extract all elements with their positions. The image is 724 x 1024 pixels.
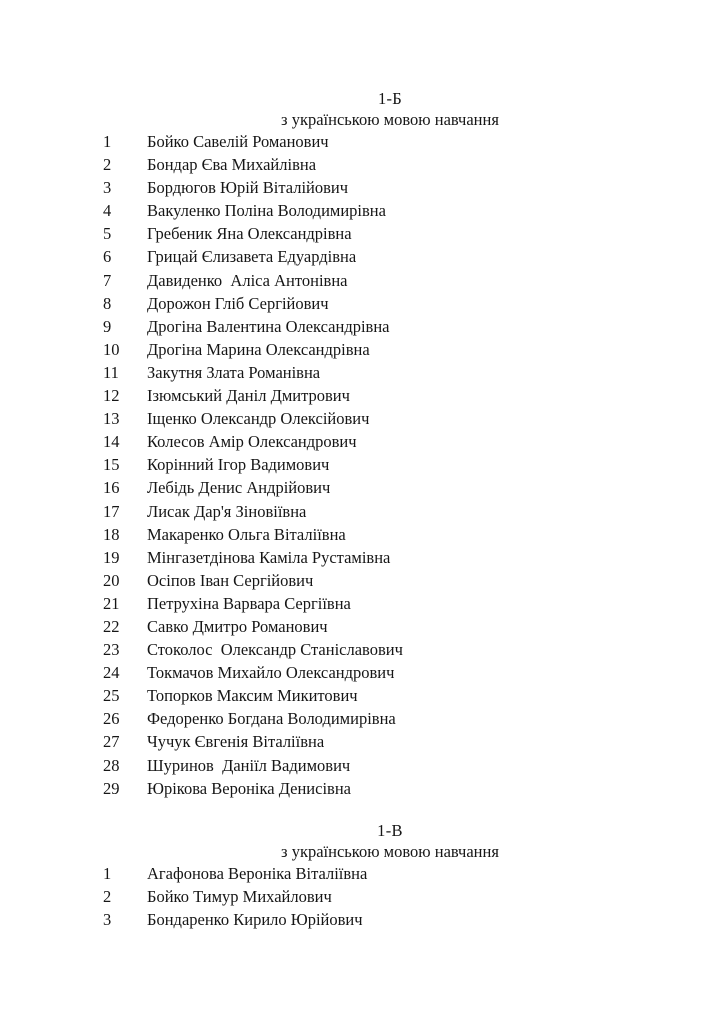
row-number: 27 <box>103 732 120 752</box>
row-number: 20 <box>103 570 120 590</box>
roster-row <box>103 245 724 268</box>
roster-row <box>103 476 724 499</box>
roster-row <box>103 430 724 453</box>
row-number: 17 <box>103 501 120 521</box>
row-number: 9 <box>103 316 112 336</box>
student-name: Мінгазетдінова Каміла Рустамівна <box>147 547 391 567</box>
roster-row <box>103 707 724 730</box>
roster-row <box>103 500 724 523</box>
row-number: 21 <box>103 593 120 613</box>
row-number: 1 <box>103 132 112 151</box>
student-name: Топорков Максим Микитович <box>147 686 358 706</box>
roster-row <box>103 338 724 361</box>
roster-row <box>103 592 724 615</box>
row-number: 25 <box>103 686 120 706</box>
row-number: 11 <box>103 362 119 382</box>
student-name: Закутня Злата Романівна <box>147 362 321 382</box>
roster-row <box>103 638 724 661</box>
roster-row <box>103 453 724 476</box>
section-subtitle: з українською мовою навчання <box>281 110 499 129</box>
row-number: 15 <box>103 455 120 475</box>
student-name: Юрікова Вероніка Денисівна <box>147 778 351 798</box>
student-name: Дрогіна Марина Олександрівна <box>147 339 370 359</box>
row-number: 3 <box>103 909 112 929</box>
roster-row <box>103 315 724 338</box>
student-name: Бондар Єва Михайлівна <box>147 155 317 175</box>
student-name: Лисак Дар'я Зіновіївна <box>147 501 307 521</box>
roster-row <box>103 130 724 153</box>
student-name: Бойко Савелій Романович <box>147 132 329 151</box>
roster-row <box>103 661 724 684</box>
student-name: Корінний Ігор Вадимович <box>147 455 330 475</box>
roster-row <box>103 153 724 176</box>
student-name: Агафонова Вероніка Віталіївна <box>147 863 368 883</box>
section-header <box>56 88 724 130</box>
row-number: 4 <box>103 201 112 221</box>
roster-row <box>103 199 724 222</box>
row-number: 18 <box>103 524 120 544</box>
row-number: 26 <box>103 709 120 729</box>
row-number: 1 <box>103 863 112 883</box>
row-number: 13 <box>103 409 120 429</box>
roster-row <box>103 222 724 245</box>
row-number: 10 <box>103 339 120 359</box>
roster-row <box>103 908 724 931</box>
student-name: Стоколос Олександр Станіславович <box>147 640 403 660</box>
roster-row <box>103 615 724 638</box>
row-number: 16 <box>103 478 120 498</box>
student-name: Федоренко Богдана Володимирівна <box>147 709 396 729</box>
roster-row <box>103 777 724 800</box>
roster-row <box>103 569 724 592</box>
student-name: Петрухіна Варвара Сергіївна <box>147 593 351 613</box>
row-number: 23 <box>103 640 120 660</box>
roster-row <box>103 730 724 753</box>
section-subtitle: з українською мовою навчання <box>281 841 499 861</box>
class-roster <box>103 130 724 800</box>
row-number: 8 <box>103 293 112 313</box>
student-name: Давиденко Аліса Антонівна <box>147 270 348 290</box>
student-name: Шуринов Даніїл Вадимович <box>147 755 351 775</box>
row-number: 12 <box>103 386 120 406</box>
row-number: 19 <box>103 547 120 567</box>
student-name: Токмачов Михайло Олександрович <box>147 663 395 683</box>
row-number: 3 <box>103 178 112 198</box>
row-number: 5 <box>103 224 112 244</box>
row-number: 2 <box>103 886 112 906</box>
section-header <box>56 820 724 862</box>
row-number: 24 <box>103 663 120 683</box>
student-name: Іщенко Олександр Олексійович <box>147 409 370 429</box>
roster-row <box>103 684 724 707</box>
row-number: 29 <box>103 778 120 798</box>
section-title: 1-В <box>377 820 403 840</box>
roster-row <box>103 407 724 430</box>
student-name: Чучук Євгенія Віталіївна <box>147 732 325 752</box>
row-number: 7 <box>103 270 112 290</box>
roster-row <box>103 754 724 777</box>
row-number: 14 <box>103 432 120 452</box>
student-name: Макаренко Ольга Віталіївна <box>147 524 346 544</box>
student-name: Дорожон Гліб Сергійович <box>147 293 329 313</box>
roster-row <box>103 176 724 199</box>
roster-row <box>103 269 724 292</box>
row-number: 6 <box>103 247 112 267</box>
student-name: Савко Дмитро Романович <box>147 616 328 636</box>
roster-row <box>103 546 724 569</box>
row-number: 2 <box>103 155 112 175</box>
roster-row <box>103 384 724 407</box>
class-roster <box>103 862 724 931</box>
roster-row <box>103 523 724 546</box>
student-name: Осіпов Іван Сергійович <box>147 570 314 590</box>
student-name: Ізюмський Даніл Дмитрович <box>147 386 350 406</box>
student-name: Бойко Тимур Михайлович <box>147 886 332 906</box>
row-number: 28 <box>103 755 120 775</box>
student-name: Бондаренко Кирило Юрійович <box>147 909 363 929</box>
student-name: Вакуленко Поліна Володимирівна <box>147 201 386 221</box>
student-name: Гребеник Яна Олександрівна <box>147 224 352 244</box>
student-name: Грицай Єлизавета Едуардівна <box>147 247 357 267</box>
roster-row <box>103 885 724 908</box>
section-title: 1-Б <box>377 89 403 108</box>
student-name: Дрогіна Валентина Олександрівна <box>147 316 390 336</box>
roster-row <box>103 361 724 384</box>
roster-row <box>103 862 724 885</box>
student-name: Бордюгов Юрій Віталійович <box>147 178 349 198</box>
student-name: Лебідь Денис Андрійович <box>147 478 331 498</box>
student-name: Колесов Амір Олександрович <box>147 432 357 452</box>
roster-row <box>103 292 724 315</box>
row-number: 22 <box>103 616 120 636</box>
